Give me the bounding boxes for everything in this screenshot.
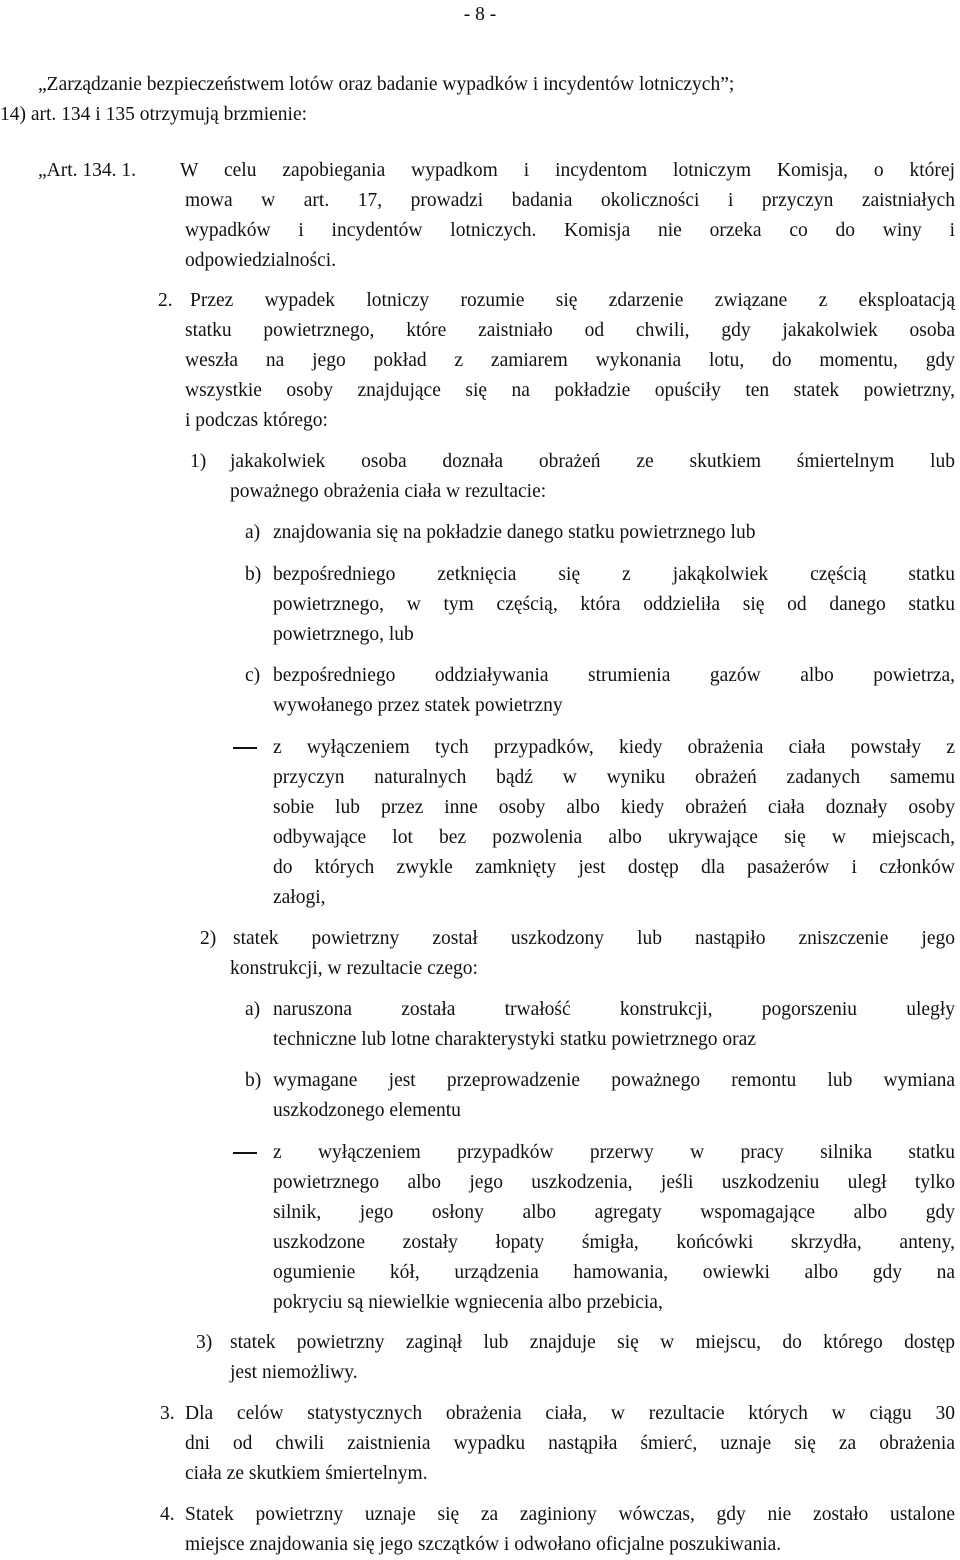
exception-line: przyczyn naturalnych bądź w wyniku obrażeń zadanych samemu: [273, 767, 955, 788]
dash-marker: [233, 747, 257, 749]
exception-line: do których zwykle zamknięty jest dostęp dla pasażerów i członków: [273, 857, 955, 878]
letter-line: techniczne lub lotne charakterystyki statku powietrznego oraz: [273, 1029, 756, 1050]
point-number: 1): [190, 451, 207, 472]
exception-line: odbywające lot bez pozwolenia albo ukrywające się w miejscach,: [273, 827, 955, 848]
exception-line: ogumienie kół, urządzenia hamowania, owiewki albo gdy na: [273, 1262, 955, 1283]
point-line: statek powietrzny został uszkodzony lub nastąpiło zniszczenie jego: [233, 928, 955, 949]
letter-label: a): [245, 522, 261, 543]
paragraph-line: Statek powietrzny uznaje się za zaginiony wówczas, gdy nie zostało ustalone: [185, 1504, 955, 1525]
letter-label: b): [245, 564, 262, 585]
letter-line: bezpośredniego oddziaływania strumienia gazów albo powietrza,: [273, 665, 955, 686]
paragraph-line: ciała ze skutkiem śmiertelnym.: [185, 1463, 428, 1484]
exception-line: sobie lub przez inne osoby albo kiedy obrażeń ciała doznały osoby: [273, 797, 955, 818]
paragraph-line: odpowiedzialności.: [185, 250, 337, 271]
point-line: jakakolwiek osoba doznała obrażeń ze skutkiem śmiertelnym lub: [230, 451, 955, 472]
point-line: konstrukcji, w rezultacie czego:: [230, 958, 478, 979]
letter-line: uszkodzonego elementu: [273, 1100, 461, 1121]
exception-line: pokryciu są niewielkie wgniecenia albo przebicia,: [273, 1292, 663, 1313]
dash-marker: [233, 1152, 257, 1154]
paragraph-line: mowa w art. 17, prowadzi badania okoliczności i przyczyn zaistniałych: [185, 190, 955, 211]
point-line: poważnego obrażenia ciała w rezultacie:: [230, 481, 547, 502]
letter-line: wymagane jest przeprowadzenie poważnego remontu lub wymiana: [273, 1070, 955, 1091]
paragraph-line: dni od chwili zaistnienia wypadku nastąpiła śmierć, uznaje się za obrażenia: [185, 1433, 955, 1454]
letter-line: powietrznego, w tym częścią, która oddzieliła się od danego statku: [273, 594, 955, 615]
intro-line: „Zarządzanie bezpieczeństwem lotów oraz badanie wypadków i incydentów lotniczych”;: [38, 74, 735, 95]
letter-label: c): [245, 665, 261, 686]
point-line: jest niemożliwy.: [230, 1362, 358, 1383]
paragraph-line: miejsce znajdowania się jego szczątków i odwołano oficjalne poszukiwania.: [185, 1534, 782, 1555]
letter-label: b): [245, 1070, 262, 1091]
exception-line: z wyłączeniem tych przypadków, kiedy obrażenia ciała powstały z: [273, 737, 955, 758]
paragraph-number: 4.: [160, 1504, 175, 1525]
exception-line: uszkodzone zostały łopaty śmigła, końcówki skrzydła, anteny,: [273, 1232, 955, 1253]
letter-line: naruszona została trwałość konstrukcji, pogorszeniu uległy: [273, 999, 955, 1020]
point-line: statek powietrzny zaginął lub znajduje się w miejscu, do którego dostęp: [230, 1332, 955, 1353]
paragraph-line: weszła na jego pokład z zamiarem wykonania lotu, do momentu, gdy: [185, 350, 955, 371]
paragraph-line: wszystkie osoby znajdujące się na pokładzie opuściły ten statek powietrzny,: [185, 380, 955, 401]
exception-line: powietrznego albo jego uszkodzenia, jeśli uszkodzeniu uległ tylko: [273, 1172, 955, 1193]
exception-line: załogi,: [273, 887, 326, 908]
paragraph-line: wypadków i incydentów lotniczych. Komisja nie orzeka co do winy i: [185, 220, 955, 241]
point-number: 2): [200, 928, 217, 949]
exception-line: silnik, jego osłony albo agregaty wspomagające albo gdy: [273, 1202, 955, 1223]
letter-line: wywołanego przez statek powietrzny: [273, 695, 563, 716]
exception-line: z wyłączeniem przypadków przerwy w pracy silnika statku: [273, 1142, 955, 1163]
letter-line: znajdowania się na pokładzie danego statku powietrznego lub: [273, 522, 756, 543]
paragraph-number: 2.: [158, 290, 173, 311]
article-heading: „Art. 134. 1.: [38, 160, 137, 181]
paragraph-number: 3.: [160, 1403, 175, 1424]
paragraph-line: W celu zapobiegania wypadkom i incydentom lotniczym Komisja, o której: [180, 160, 955, 181]
letter-line: bezpośredniego zetknięcia się z jakąkolwiek częścią statku: [273, 564, 955, 585]
paragraph-line: statku powietrznego, które zaistniało od chwili, gdy jakakolwiek osoba: [185, 320, 955, 341]
amendment-line: 14) art. 134 i 135 otrzymują brzmienie:: [0, 104, 308, 125]
letter-label: a): [245, 999, 261, 1020]
paragraph-line: Dla celów statystycznych obrażenia ciała, w rezultacie których w ciągu 30: [185, 1403, 955, 1424]
paragraph-line: Przez wypadek lotniczy rozumie się zdarzenie związane z eksploatacją: [190, 290, 955, 311]
paragraph-line: i podczas którego:: [185, 410, 328, 431]
page-number: - 8 -: [463, 4, 497, 25]
point-number: 3): [196, 1332, 213, 1353]
letter-line: powietrznego, lub: [273, 624, 414, 645]
